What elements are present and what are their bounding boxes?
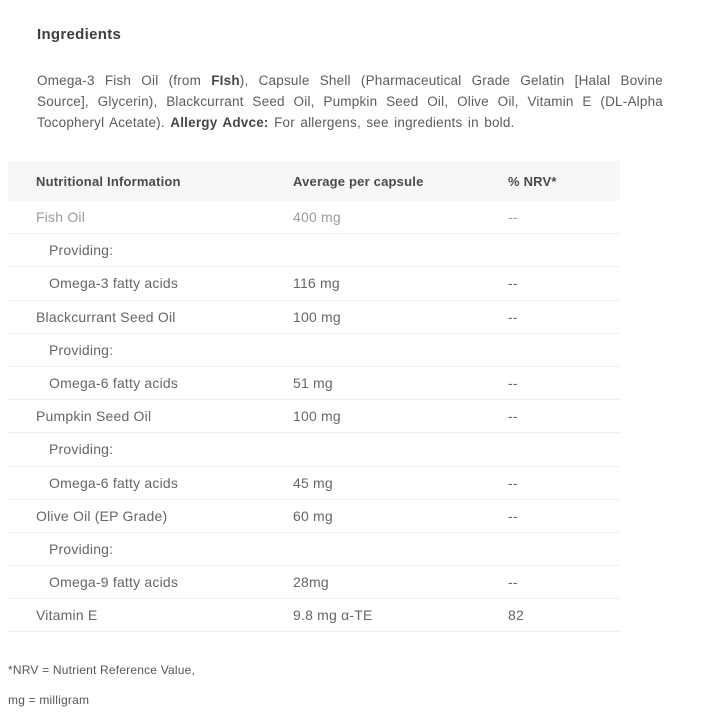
- nutrient-name: Blackcurrant Seed Oil: [36, 308, 176, 325]
- ingredients-text-segment: For allergens, see ingredients in bold.: [268, 115, 515, 130]
- table-row: [8, 301, 620, 334]
- table-row: [8, 433, 620, 466]
- table-row: [8, 234, 620, 267]
- allergy-advice-label: Allergy Advce:: [170, 115, 269, 130]
- amount-value: 28mg: [293, 574, 329, 591]
- footnote-nrv-definition: *NRV = Nutrient Reference Value,: [8, 663, 196, 678]
- nutrient-name: Omega-6 fatty acids: [49, 474, 179, 491]
- table-row: [8, 400, 620, 433]
- table-row: [8, 267, 620, 300]
- nrv-value: --: [508, 474, 518, 491]
- ingredients-paragraph: [37, 70, 663, 133]
- nutritional-information-table: [8, 161, 620, 632]
- table-row: [8, 599, 620, 632]
- ingredients-section: [0, 26, 707, 719]
- column-header-nrv: % NRV*: [508, 173, 557, 189]
- table-row: [8, 334, 620, 367]
- footnote-mg-definition: mg = milligram: [8, 693, 90, 708]
- ingredients-text-segment: Omega-3 Fish Oil (from: [37, 73, 212, 88]
- amount-value: 45 mg: [293, 474, 333, 491]
- table-row: [8, 500, 620, 533]
- amount-value: 400 mg: [293, 209, 341, 226]
- nutrient-name: Vitamin E: [36, 607, 98, 624]
- nrv-value: --: [508, 209, 518, 226]
- nutrient-name: Olive Oil (EP Grade): [36, 507, 168, 524]
- nrv-value: --: [508, 275, 518, 292]
- table-row: [8, 201, 620, 234]
- amount-value: 100 mg: [293, 408, 341, 425]
- amount-value: 100 mg: [293, 308, 341, 325]
- column-header-average-per-capsule: Average per capsule: [293, 173, 424, 189]
- ingredients-text-segment: ), Capsule Shell (Pharmaceutical Grade Gelatin [Halal Bovine Source], Glycerin), Blackcurrant Seed Oil, Pumpkin Seed Oil, Olive Oil, Vitamin E (DL-Alpha Tocopheryl Acetate).: [37, 73, 663, 130]
- nutrient-name: Providing:: [49, 540, 114, 557]
- amount-value: 60 mg: [293, 507, 333, 524]
- nutrient-name: Omega-9 fatty acids: [49, 574, 179, 591]
- nrv-value: 82: [508, 607, 524, 624]
- table-row: [8, 467, 620, 500]
- amount-value: 51 mg: [293, 375, 333, 392]
- amount-value: 116 mg: [293, 275, 340, 292]
- nutrient-name: Omega-6 fatty acids: [49, 375, 179, 392]
- nrv-value: --: [508, 308, 518, 325]
- allergen-bold-fish: FIsh: [211, 73, 240, 88]
- nutrient-name: Providing:: [49, 341, 114, 358]
- nutrient-name: Providing:: [49, 441, 114, 458]
- section-heading: Ingredients: [37, 26, 122, 43]
- table-header-row: [8, 161, 620, 201]
- amount-value: 9.8 mg α-TE: [293, 607, 373, 624]
- nutrient-name: Fish Oil: [36, 209, 86, 226]
- nrv-value: --: [508, 574, 518, 591]
- nrv-value: --: [508, 408, 518, 425]
- table-row: [8, 533, 620, 566]
- column-header-nutritional-information: Nutritional Information: [36, 173, 181, 189]
- table-row: [8, 566, 620, 599]
- nutrient-name: Providing:: [49, 242, 114, 259]
- nutrient-name: Omega-3 fatty acids: [49, 275, 179, 292]
- table-row: [8, 367, 620, 400]
- nrv-value: --: [508, 375, 518, 392]
- nutrient-name: Pumpkin Seed Oil: [36, 408, 152, 425]
- nrv-value: --: [508, 507, 518, 524]
